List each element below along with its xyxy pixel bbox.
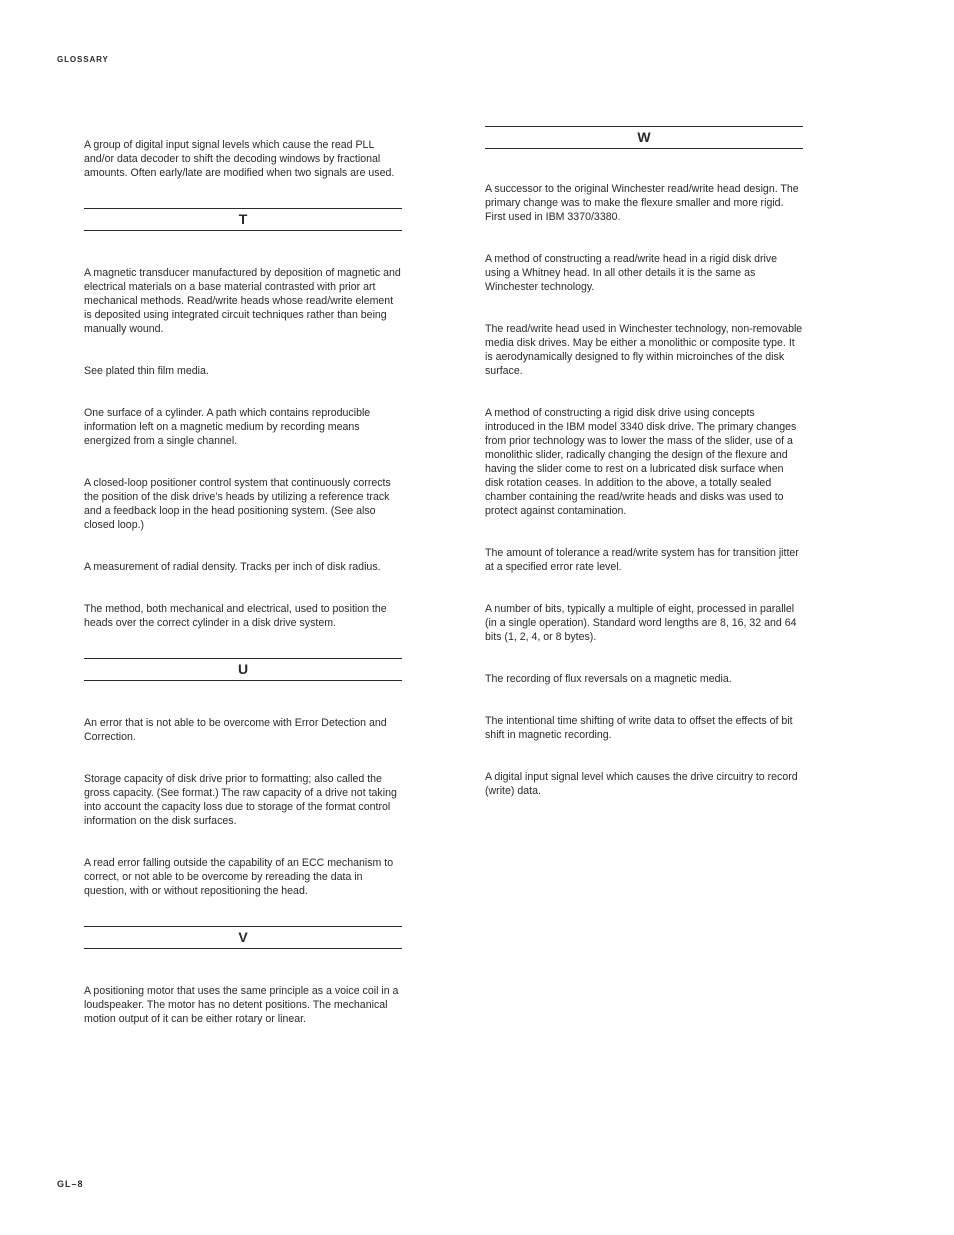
entry-definition: A magnetic transducer manufactured by deposition of magnetic and electrical materials on a base material contrasted with prior art mechanical methods. Read/write heads whose read/write element is deposited using integrated circuit techniques rather than being manually wound. bbox=[84, 267, 401, 335]
entry-definition: A group of digital input signal levels which cause the read PLL and/or data decoder to shift the decoding windows by fractional amounts. Often early/late are modified when two signals are used. bbox=[84, 139, 395, 179]
entry-definition: The method, both mechanical and electrical, used to position the heads over the correct cylinder in a disk drive system. bbox=[84, 603, 387, 629]
entry-definition: Storage capacity of disk drive prior to formatting; also called the gross capacity. (See format.) The raw capacity of a drive not taking into account the capacity loss due to storage of the format control information on the disk surfaces. bbox=[84, 773, 397, 827]
right-column bbox=[485, 126, 803, 826]
glossary-entry bbox=[84, 772, 402, 828]
glossary-entry bbox=[84, 364, 402, 378]
page-number: GL–8 bbox=[57, 1179, 84, 1189]
entry-definition: One surface of a cylinder. A path which contains reproducible information left on a magnetic medium by recording means energized from a single channel. bbox=[84, 407, 371, 447]
letter-heading-t: T bbox=[84, 208, 402, 231]
entry-definition: A digital input signal level which causes the drive circuitry to record (write) data. bbox=[485, 771, 798, 797]
glossary-entry bbox=[84, 716, 402, 744]
entry-definition: A successor to the original Winchester read/write head design. The primary change was to make the flexure smaller and more rigid. First used in IBM 3370/3380. bbox=[485, 183, 799, 223]
glossary-entry bbox=[84, 602, 402, 630]
left-column bbox=[84, 138, 402, 1054]
entry-definition: A read error falling outside the capability of an ECC mechanism to correct, or not able to be overcome by rereading the data in question, with or without repositioning the head. bbox=[84, 857, 394, 897]
entry-definition: A method of constructing a rigid disk drive using concepts introduced in the IBM model 3340 disk drive. The primary changes from prior technology was to lower the mass of the slider, use of a monolithic slider, radically changing the design of the flexure and having the slider come to rest on a lubricated disk surface when disk rotation ceases. In addition to the above, a totally sealed chamber containing the read/write heads and disks was used to protect against contamination. bbox=[485, 407, 797, 517]
letter-heading-v: V bbox=[84, 926, 402, 949]
entry-definition: A measurement of radial density. Tracks per inch of disk radius. bbox=[84, 561, 381, 573]
entry-definition: A positioning motor that uses the same principle as a voice coil in a loudspeaker. The motor has no detent positions. The mechanical motion output of it can be either rotary or linear. bbox=[84, 985, 399, 1025]
letter-heading-u: U bbox=[84, 658, 402, 681]
entry-definition: The amount of tolerance a read/write system has for transition jitter at a specified error rate level. bbox=[485, 547, 799, 573]
entry-definition: An error that is not able to be overcome with Error Detection and Correction. bbox=[84, 717, 387, 743]
glossary-entry bbox=[84, 476, 402, 532]
entry-definition: The recording of flux reversals on a magnetic media. bbox=[485, 673, 732, 685]
entry-definition: A number of bits, typically a multiple of eight, processed in parallel (in a single operation). Standard word lengths are 8, 16, 32 and 64 bits (1, 2, 4, or 8 bytes). bbox=[485, 603, 797, 643]
glossary-entry bbox=[84, 560, 402, 574]
glossary-entry bbox=[485, 252, 803, 294]
glossary-entry bbox=[84, 138, 402, 180]
glossary-entry bbox=[84, 266, 402, 336]
glossary-entry bbox=[485, 546, 803, 574]
glossary-entry bbox=[485, 770, 803, 798]
glossary-entry bbox=[485, 714, 803, 742]
glossary-entry bbox=[485, 182, 803, 224]
glossary-entry bbox=[84, 984, 402, 1026]
glossary-entry bbox=[485, 406, 803, 518]
entry-definition: A closed-loop positioner control system that continuously corrects the position of the disk drive’s heads by utilizing a reference track and a feedback loop in the head positioning system. (See also closed loop.) bbox=[84, 477, 391, 531]
entry-definition: The intentional time shifting of write data to offset the effects of bit shift in magnetic recording. bbox=[485, 715, 793, 741]
entry-definition: A method of constructing a read/write head in a rigid disk drive using a Whitney head. In all other details it is the same as Winchester technology. bbox=[485, 253, 778, 293]
glossary-entry bbox=[84, 406, 402, 448]
letter-heading-w: W bbox=[485, 126, 803, 149]
glossary-entry bbox=[84, 856, 402, 898]
glossary-entry bbox=[485, 602, 803, 644]
entry-definition: The read/write head used in Winchester technology, non-removable media disk drives. May be either a monolithic or composite type. It is aerodynamically designed to fly within microinches of the disk surface. bbox=[485, 323, 803, 377]
running-header: GLOSSARY bbox=[57, 55, 109, 64]
glossary-entry bbox=[485, 322, 803, 378]
entry-definition: See plated thin film media. bbox=[84, 365, 209, 377]
glossary-entry bbox=[485, 672, 803, 686]
